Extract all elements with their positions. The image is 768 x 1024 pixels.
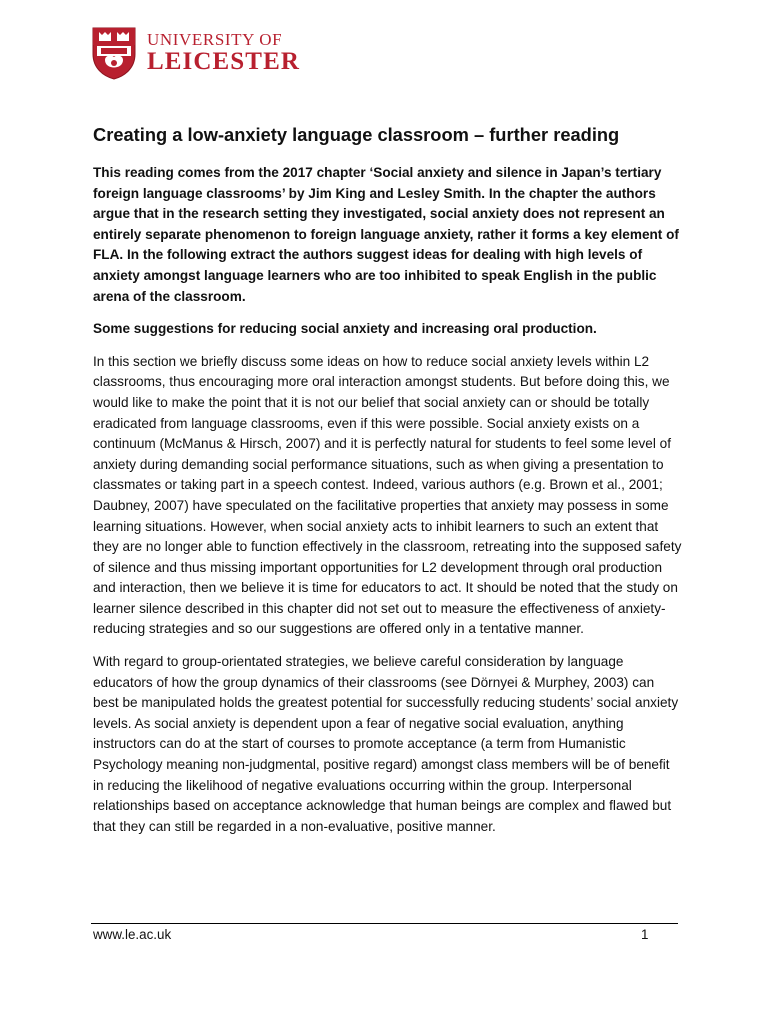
document-body [93,124,683,849]
body-paragraph-2: With regard to group-orientated strategies, we believe careful consideration by language educators of how the group dynamics of their classrooms (see Dörnyei & Murphey, 2003) can best be manipulated holds the greatest potential for successfully reducing students’ social anxiety levels. As social anxiety is dependent upon a fear of negative social evaluation, anything instructors can do at the start of courses to promote acceptance (a term from Humanistic Psychology meaning non-judgmental, positive regard) amongst class members will be of benefit in reducing the likelihood of negative evaluations occurring within the group. Interpersonal relationships based on acceptance acknowledge that human beings are complex and flawed but that they can still be regarded in a non-evaluative, positive manner. [93,654,679,834]
university-crest-icon [91,26,137,80]
university-logo [91,26,300,80]
wordmark-line-2: LEICESTER [147,48,301,75]
document-title: Creating a low-anxiety language classroom – further reading [93,124,620,145]
intro-paragraph: This reading comes from the 2017 chapter ‘Social anxiety and silence in Japan’s tertiary foreign language classrooms’ by Jim King and Lesley Smith. In the chapter the authors argue that in the research setting they investigated, social anxiety does not represent an entirely separate phenomenon to foreign language anxiety, rather it forms a key element of FLA. In the following extract the authors suggest ideas for dealing with high levels of anxiety amongst language learners who are too inhibited to speak English in the public arena of the classroom. [93,165,679,304]
footer-website-link[interactable]: www.le.ac.uk [93,927,172,942]
wordmark-line-1: UNIVERSITY OF [147,30,283,49]
section-subheading: Some suggestions for reducing social anxiety and increasing oral production. [93,321,597,337]
page-number: 1 [641,927,649,942]
university-wordmark [147,31,300,75]
body-paragraph-1: In this section we briefly discuss some ideas on how to reduce social anxiety levels within L2 classrooms, thus encouraging more oral interaction amongst students. But before doing this, we would like to make the point that it is not our belief that social anxiety can or should be totally eradicated from language classrooms, even if this were possible. Social anxiety exists on a continuum (McManus & Hirsch, 2007) and it is perfectly natural for students to feel some level of anxiety during demanding social performance situations, such as when giving a presentation to classmates or taking part in a speech contest. Indeed, various authors (e.g. Brown et al., 2001; Daubney, 2007) have speculated on the facilitative properties that anxiety may possess in some learning situations. However, when social anxiety acts to inhibit learners to such an extent that they are no longer able to function effectively in the classroom, retreating into the supposed safety of silence and thus missing important opportunities for L2 development through oral production and interaction, then we believe it is time for educators to act. It should be noted that the study on learner silence described in this chapter did not set out to measure the effectiveness of anxiety-reducing strategies and so our suggestions are offered only in a tentative manner. [93,353,682,637]
footer-divider [91,923,678,924]
